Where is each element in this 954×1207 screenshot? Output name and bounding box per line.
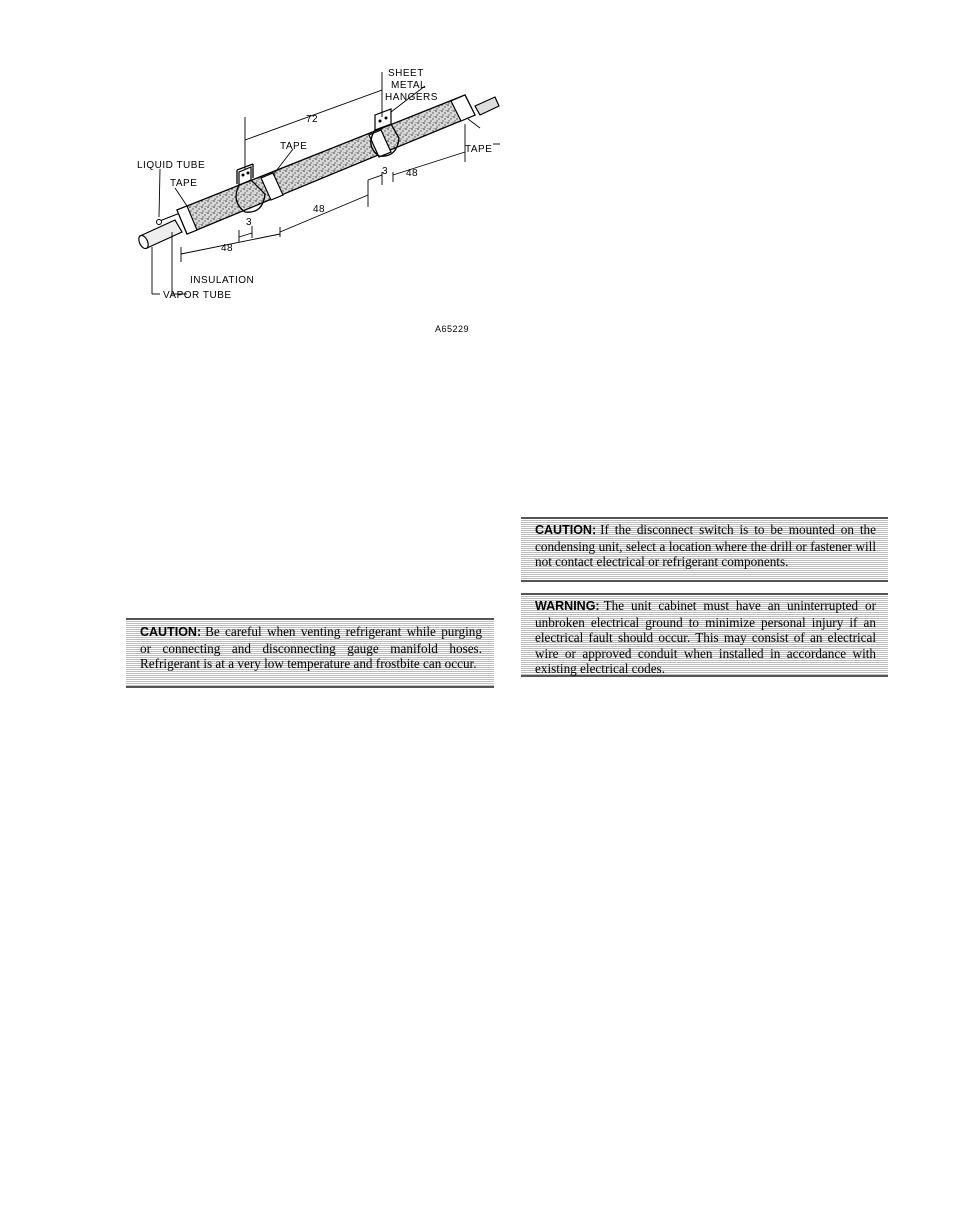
insulation-sleeve	[177, 95, 475, 234]
warning-ground-text: The unit cabinet must have an uninterrupted or unbroken electrical ground to minimize personal injury if an electrical fault should occur. This may consist of an electrical wire or approved conduit when installed in accordance with existing electrical codes.	[535, 598, 876, 676]
label-liquid-tube: LIQUID TUBE	[137, 160, 206, 171]
label-dim-48-right: 48	[406, 168, 419, 179]
caution-disconnect-text: If the disconnect switch is to be mounted on the condensing unit, select a location where the drill or fastener will not contact electrical or refrigerant components.	[535, 522, 876, 569]
label-tape-top: TAPE	[280, 141, 308, 152]
pipe-hanger-illustration	[135, 62, 500, 337]
label-dim-48-mid: 48	[313, 204, 326, 215]
pipe-hanger-diagram	[135, 62, 500, 337]
caution-venting-notice	[126, 618, 494, 688]
label-tape-left: TAPE	[170, 178, 198, 189]
caution-keyword: CAUTION:	[535, 523, 597, 537]
caution-keyword: CAUTION:	[140, 625, 202, 639]
warning-keyword: WARNING:	[535, 599, 600, 613]
label-vapor-tube: VAPOR TUBE	[163, 290, 232, 301]
figure-code: A65229	[435, 324, 470, 334]
label-dim-3-right: 3	[382, 166, 389, 177]
label-sheet: SHEET	[388, 68, 424, 79]
label-dim-3-left: 3	[246, 217, 253, 228]
label-insulation: INSULATION	[190, 275, 255, 286]
caution-disconnect-notice	[521, 517, 888, 582]
caution-venting-text: Be careful when venting refrigerant while purging or connecting and disconnecting gauge manifold hoses. Refrigerant is at a very low temperature and frostbite can occur.	[140, 624, 482, 671]
label-tape-right: TAPE	[465, 144, 493, 155]
warning-ground-notice	[521, 593, 888, 677]
label-hangers: HANGERS	[385, 92, 438, 103]
label-dim-72: 72	[306, 114, 319, 125]
label-metal: METAL	[391, 80, 427, 91]
label-dim-48-left: 48	[221, 243, 234, 254]
